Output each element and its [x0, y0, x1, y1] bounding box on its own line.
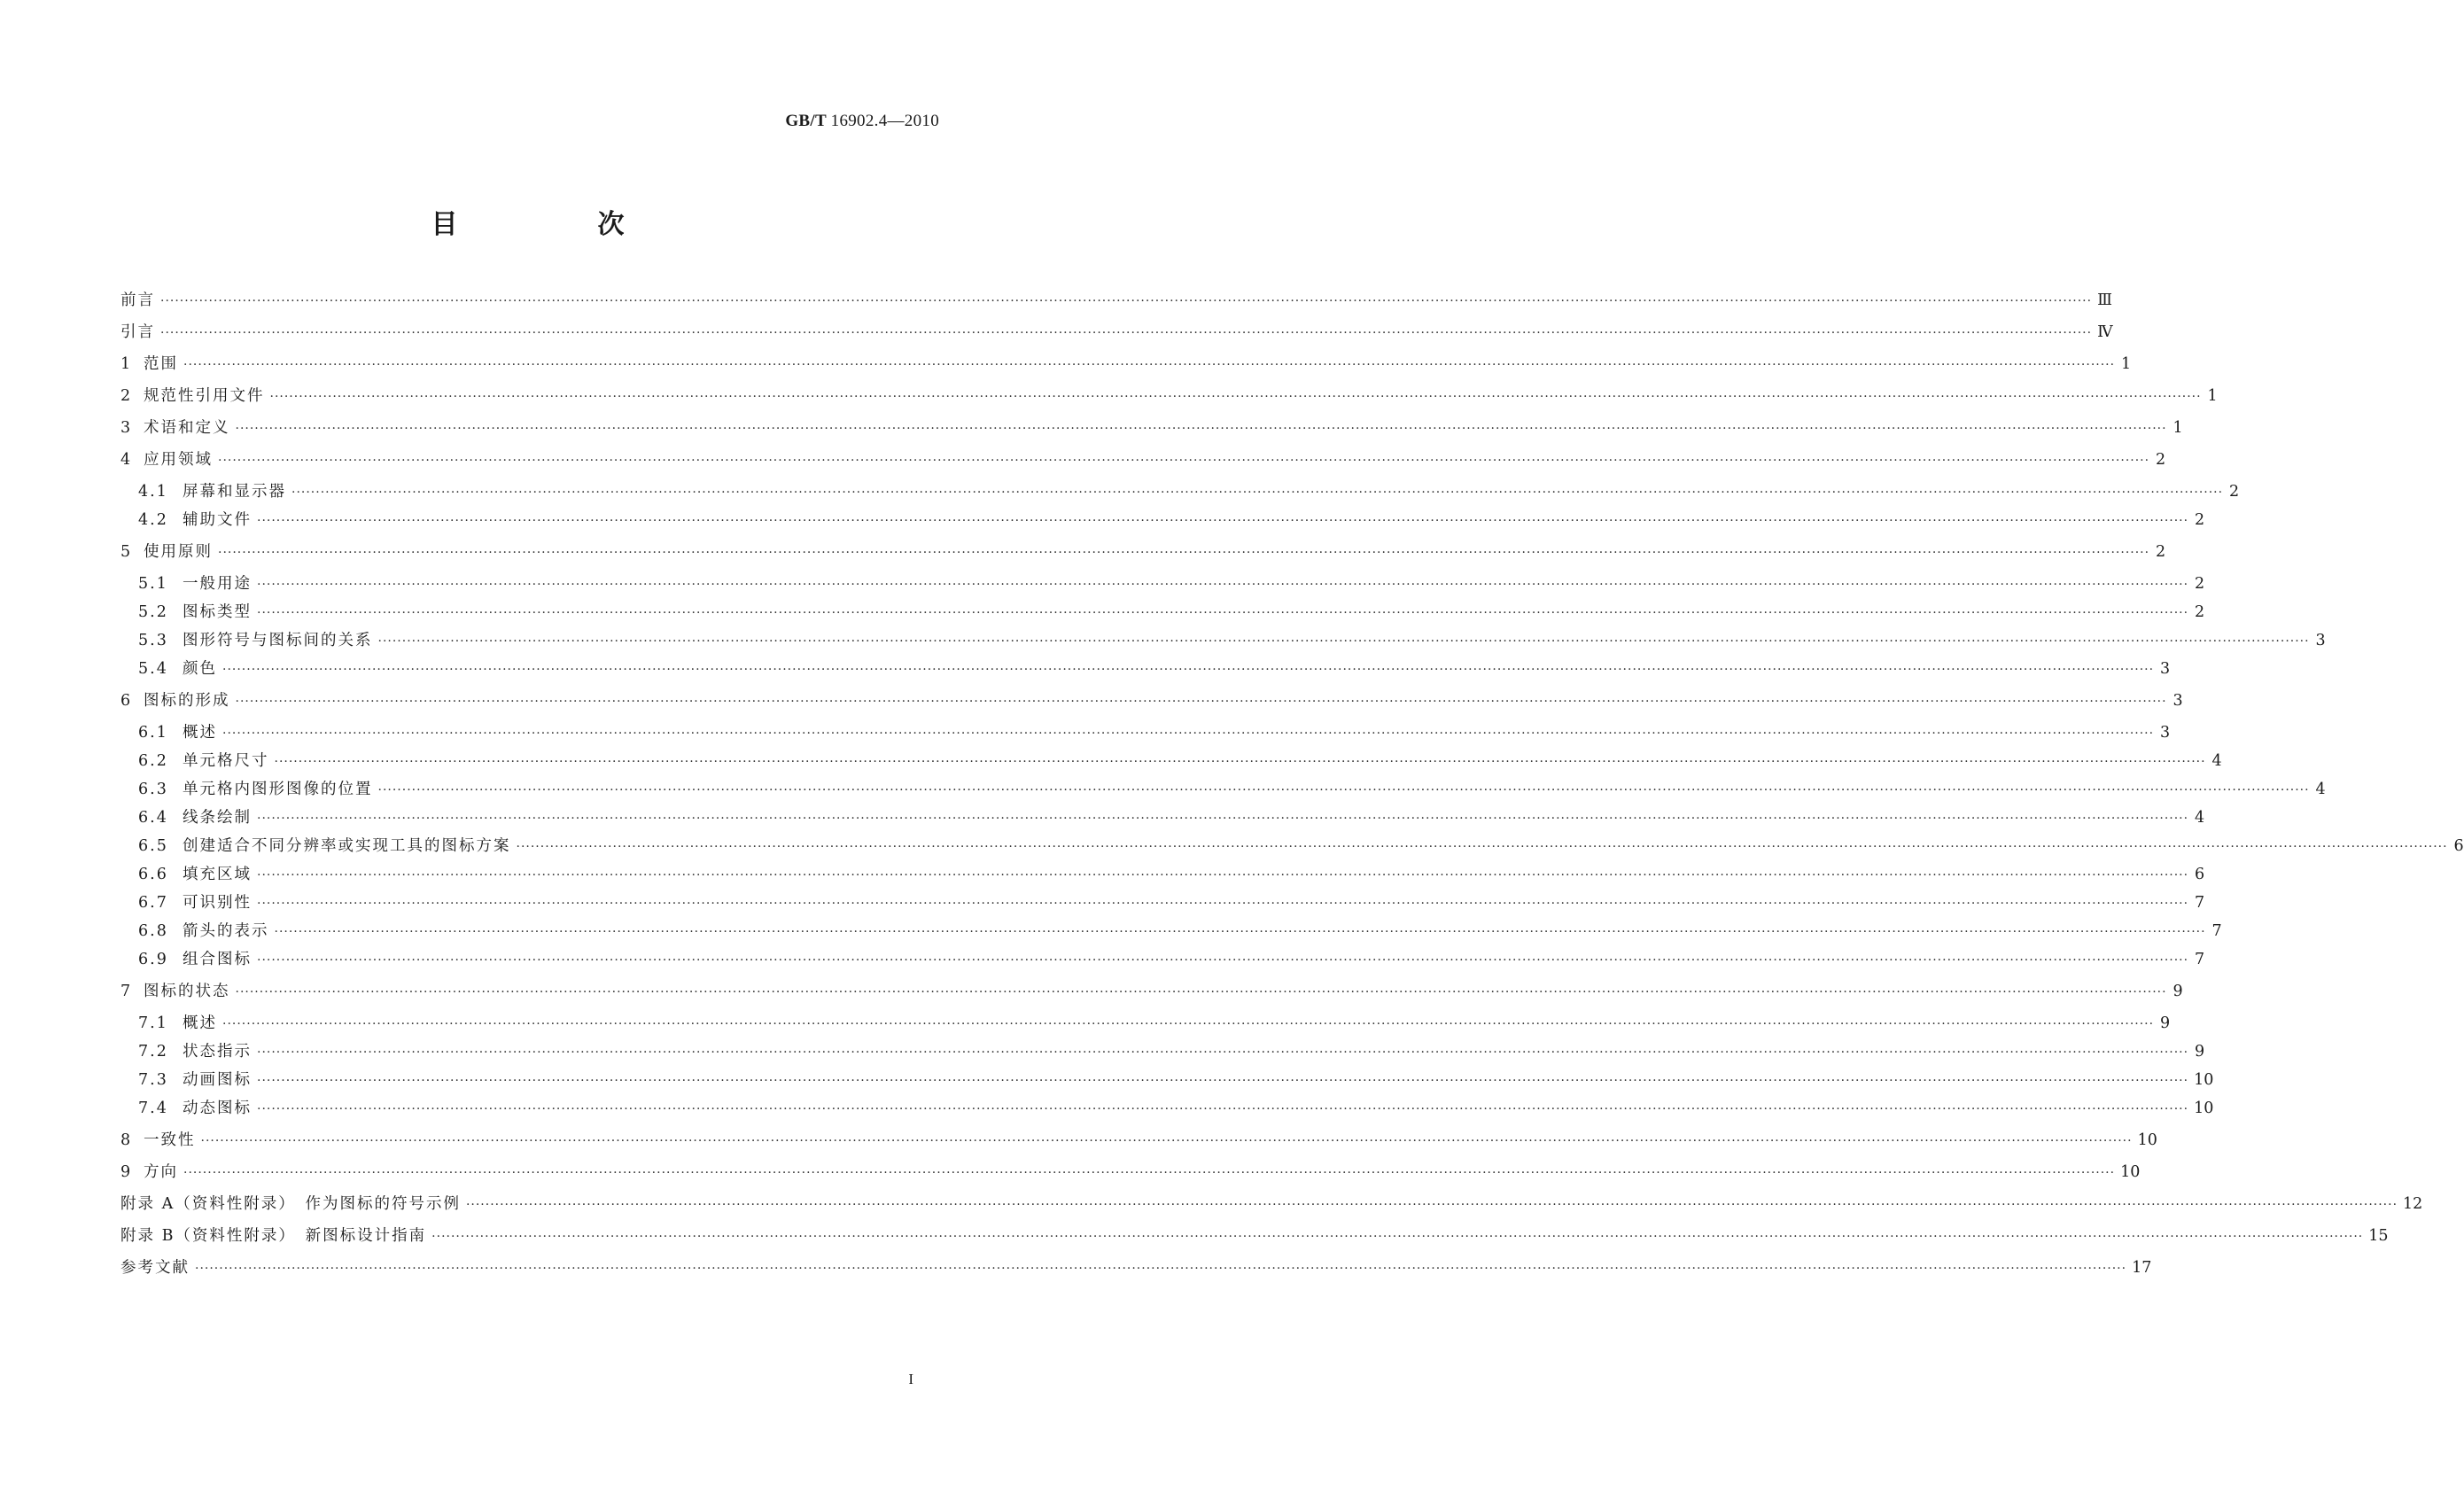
- toc-leader-dots: ················································································································································································································································································································································································································: [274, 925, 2206, 939]
- toc-entry[interactable]: [120, 508, 2205, 536]
- toc-entry-label: 一致性: [144, 1131, 196, 1149]
- toc-entry-number: 6.5: [138, 837, 168, 855]
- toc-entry-number: 5.4: [138, 660, 168, 678]
- toc-entry-number: 7.1: [138, 1014, 168, 1032]
- toc-leader-dots: ················································································································································································································································································································································································································: [291, 486, 2224, 500]
- toc-entry[interactable]: [120, 862, 2205, 890]
- toc-entry[interactable]: [120, 979, 2183, 1011]
- toc-entry-page: 9: [2194, 1043, 2205, 1061]
- toc-entry[interactable]: [120, 1255, 2152, 1287]
- toc-entry[interactable]: [120, 416, 2183, 447]
- toc-leader-dots: ················································································································································································································································································································································································································: [257, 578, 2189, 592]
- toc-entry-page: 10: [2137, 1131, 2157, 1149]
- toc-leader-dots: ················································································································································································································································································································································································································: [257, 1102, 2189, 1116]
- toc-entry-page: 2: [2228, 483, 2240, 501]
- toc-leader-dots: ················································································································································································································································································································································································································: [200, 1134, 2133, 1148]
- toc-leader-dots: ················································································································································································································································································································································································································: [222, 663, 2155, 677]
- toc-entry-number: 4.1: [138, 483, 168, 501]
- toc-entry-label: 动画图标: [183, 1071, 252, 1089]
- toc-entry[interactable]: [120, 890, 2205, 919]
- toc-leader-dots: ················································································································································································································································································································································································································: [516, 840, 2448, 854]
- toc-entry-number: 1: [120, 355, 133, 373]
- toc-entry-number: 4.2: [138, 511, 168, 529]
- toc-entry-label: 术语和定义: [144, 419, 230, 437]
- toc-entry-page: 2: [2155, 451, 2166, 469]
- toc-leader-dots: ················································································································································································································································································································································································································: [222, 1017, 2155, 1031]
- toc-entry-label: 组合图标: [183, 951, 252, 968]
- toc-entry-label: 箭头的表示: [183, 922, 269, 940]
- toc-entry-page: 4: [2194, 809, 2205, 827]
- toc-entry[interactable]: [120, 1011, 2171, 1039]
- toc-entry-page: 2: [2194, 603, 2205, 621]
- toc-entry[interactable]: [120, 628, 2326, 657]
- toc-entry-number: 7.4: [138, 1100, 168, 1117]
- toc-entry-page: 4: [2211, 752, 2222, 770]
- toc-leader-dots: ················································································································································································································································································································································································································: [465, 1198, 2398, 1212]
- toc-entry-label: 填充区域: [183, 866, 252, 883]
- standard-number: 16902.4—2010: [830, 112, 939, 130]
- toc-entry-page: 9: [2173, 983, 2183, 1000]
- toc-entry[interactable]: [120, 1068, 2214, 1096]
- toc-leader-dots: ················································································································································································································································································································································································································: [235, 985, 2167, 999]
- toc-leader-dots: ················································································································································································································································································································································································································: [218, 454, 2150, 468]
- toc-entry-number: 9: [120, 1163, 133, 1181]
- toc-entry-number: 5: [120, 543, 133, 561]
- toc-entry[interactable]: [120, 1192, 2423, 1224]
- toc-entry-number: 6.8: [138, 922, 168, 940]
- toc-entry[interactable]: [120, 479, 2240, 508]
- toc-leader-dots: ················································································································································································································································································································································································································: [235, 422, 2167, 436]
- toc-entry-number: 6.4: [138, 809, 168, 827]
- toc-entry-page: 3: [2315, 632, 2326, 649]
- toc-leader-dots: ················································································································································································································································································································································································································: [269, 390, 2202, 404]
- toc-leader-dots: ················································································································································································································································································································································································································: [195, 1262, 2127, 1276]
- toc-entry-label: 规范性引用文件: [144, 387, 265, 405]
- toc-leader-dots: ················································································································································································································································································································································································································: [218, 546, 2150, 560]
- toc-entry[interactable]: [120, 1224, 2389, 1255]
- page-number: I: [908, 1371, 913, 1387]
- toc-entry-page: 10: [2194, 1071, 2214, 1089]
- toc-entry[interactable]: [120, 1128, 2157, 1160]
- toc-entry-label: 线条绘制: [183, 809, 252, 827]
- toc-entry-page: 3: [2159, 724, 2171, 742]
- toc-entry-label: 图标类型: [183, 603, 252, 621]
- toc-entry-label: 可识别性: [183, 894, 252, 912]
- toc-entry-label: 一般用途: [183, 575, 252, 593]
- toc-entry-page: 3: [2159, 660, 2171, 678]
- toc-entry[interactable]: [120, 384, 2218, 416]
- toc-entry[interactable]: [120, 720, 2171, 749]
- toc-entry-number: 8: [120, 1131, 133, 1149]
- toc-entry-label: 附录 B（资料性附录） 新图标设计指南: [120, 1227, 427, 1245]
- toc-entry-label: 图形符号与图标间的关系: [183, 632, 373, 649]
- toc-entry-label: 前言: [120, 291, 155, 309]
- toc-entry-page: 1: [2207, 387, 2218, 405]
- toc-entry-label: 图标的形成: [144, 692, 230, 710]
- toc-entry-number: 7.3: [138, 1071, 168, 1089]
- toc-leader-dots: ················································································································································································································································································································································································································: [377, 783, 2310, 797]
- toc-entry-page: 1: [2173, 419, 2183, 437]
- toc-entry-page: 10: [2120, 1163, 2141, 1181]
- toc-leader-dots: ················································································································································································································································································································································································································: [235, 695, 2167, 709]
- toc-entry-number: 3: [120, 419, 133, 437]
- toc-entry-page: 2: [2194, 511, 2205, 529]
- toc-entry[interactable]: [120, 447, 2166, 479]
- toc-entry[interactable]: [120, 805, 2205, 834]
- toc-entry-page: 2: [2194, 575, 2205, 593]
- toc-entry[interactable]: [120, 777, 2326, 805]
- toc-leader-dots: ················································································································································································································································································································································································································: [222, 727, 2155, 741]
- toc-entry-page: 12: [2403, 1195, 2423, 1213]
- toc-entry-number: 5.1: [138, 575, 168, 593]
- toc-entry-label: 附录 A（资料性附录） 作为图标的符号示例: [120, 1195, 461, 1213]
- toc-entry-number: 6: [120, 692, 133, 710]
- toc-entry-label: 单元格尺寸: [183, 752, 269, 770]
- toc-entry-number: 5.3: [138, 632, 168, 649]
- toc-leader-dots: ················································································································································································································································································································································································································: [257, 812, 2189, 826]
- toc-leader-dots: ················································································································································································································································································································································································································: [257, 953, 2189, 967]
- toc-entry[interactable]: [120, 1096, 2214, 1124]
- toc-entry-number: 6.6: [138, 866, 168, 883]
- toc-entry-number: 6.7: [138, 894, 168, 912]
- toc-entry[interactable]: [120, 540, 2166, 571]
- toc-entry-label: 辅助文件: [183, 511, 252, 529]
- toc-entry-label: 概述: [183, 1014, 217, 1032]
- toc-entry-label: 动态图标: [183, 1100, 252, 1117]
- toc-leader-dots: ················································································································································································································································································································································································································: [257, 1074, 2189, 1088]
- toc-entry-page: 7: [2194, 894, 2205, 912]
- toc-leader-dots: ················································································································································································································································································································································································································: [257, 868, 2189, 882]
- toc-entry-page: 17: [2132, 1259, 2152, 1277]
- toc-entry-number: 6.1: [138, 724, 168, 742]
- toc-leader-dots: ················································································································································································································································································································································································································: [257, 514, 2189, 528]
- toc-entry-label: 图标的状态: [144, 983, 230, 1000]
- toc-leader-dots: ················································································································································································································································································································································································································: [274, 755, 2206, 769]
- toc-entry-page: 4: [2315, 781, 2326, 798]
- toc-entry-label: 方向: [144, 1163, 178, 1181]
- toc-entry-page: 15: [2368, 1227, 2389, 1245]
- toc-entry-label: 屏幕和显示器: [183, 483, 286, 501]
- toc-leader-dots: ················································································································································································································································································································································································································: [377, 634, 2310, 649]
- toc-entry[interactable]: [120, 834, 2464, 862]
- toc-entry-page: 9: [2159, 1014, 2171, 1032]
- toc-entry[interactable]: [120, 657, 2171, 685]
- toc-entry-page: 1: [2120, 355, 2132, 373]
- toc-entry[interactable]: [120, 688, 2183, 720]
- toc-entry-label: 引言: [120, 323, 155, 341]
- toc-entry-page: 3: [2173, 692, 2183, 710]
- toc-entry-number: 2: [120, 387, 133, 405]
- toc-entry-number: 6.2: [138, 752, 168, 770]
- toc-entry-label: 概述: [183, 724, 217, 742]
- toc-leader-dots: ················································································································································································································································································································································································································: [183, 1166, 2116, 1180]
- toc-entry-label: 应用领域: [144, 451, 213, 469]
- toc-entry-label: 创建适合不同分辨率或实现工具的图标方案: [183, 837, 511, 855]
- toc-entry[interactable]: [120, 320, 2113, 352]
- toc-entry[interactable]: [120, 600, 2205, 628]
- toc-leader-dots: ················································································································································································································································································································································································································: [257, 1045, 2189, 1060]
- toc-entry[interactable]: [120, 352, 2132, 384]
- toc-entry-label: 使用原则: [144, 543, 213, 561]
- toc-leader-dots: ················································································································································································································································································································································································································: [160, 326, 2093, 340]
- toc-entry[interactable]: [120, 288, 2112, 320]
- toc-entry-label: 颜色: [183, 660, 217, 678]
- toc-entry[interactable]: [120, 749, 2222, 777]
- toc-entry-number: 7.2: [138, 1043, 168, 1061]
- toc-leader-dots: ················································································································································································································································································································································································································: [257, 606, 2189, 620]
- toc-entry[interactable]: [120, 947, 2205, 975]
- toc-entry-number: 6.3: [138, 781, 168, 798]
- toc-entry-number: 5.2: [138, 603, 168, 621]
- toc-entry[interactable]: [120, 571, 2205, 600]
- toc-entry-label: 范围: [144, 355, 178, 373]
- standard-code: [785, 112, 939, 131]
- standard-prefix: GB/T: [785, 112, 827, 130]
- toc-leader-dots: ················································································································································································································································································································································································································: [160, 294, 2093, 308]
- toc-entry[interactable]: [120, 1039, 2205, 1068]
- toc-entry[interactable]: [120, 919, 2222, 947]
- toc-entry-number: 7: [120, 983, 133, 1000]
- page-title: 目 次: [431, 209, 681, 240]
- toc-entry-page: 7: [2211, 922, 2222, 940]
- toc-entry-number: 6.9: [138, 951, 168, 968]
- table-of-contents: [120, 288, 2464, 1287]
- toc-leader-dots: ················································································································································································································································································································································································································: [183, 358, 2116, 372]
- toc-entry-page: Ⅳ: [2097, 323, 2113, 341]
- toc-entry[interactable]: [120, 1160, 2141, 1192]
- toc-entry-page: 2: [2155, 543, 2166, 561]
- toc-entry-page: 6: [2453, 837, 2464, 855]
- toc-leader-dots: ················································································································································································································································································································································································································: [431, 1230, 2364, 1244]
- toc-entry-page: 10: [2194, 1100, 2214, 1117]
- toc-entry-page: 7: [2194, 951, 2205, 968]
- toc-entry-label: 参考文献: [120, 1259, 190, 1277]
- toc-entry-page: Ⅲ: [2097, 291, 2112, 309]
- toc-entry-number: 4: [120, 451, 133, 469]
- toc-entry-label: 状态指示: [183, 1043, 252, 1061]
- toc-entry-label: 单元格内图形图像的位置: [183, 781, 373, 798]
- toc-leader-dots: ················································································································································································································································································································································································································: [257, 897, 2189, 911]
- toc-entry-page: 6: [2194, 866, 2205, 883]
